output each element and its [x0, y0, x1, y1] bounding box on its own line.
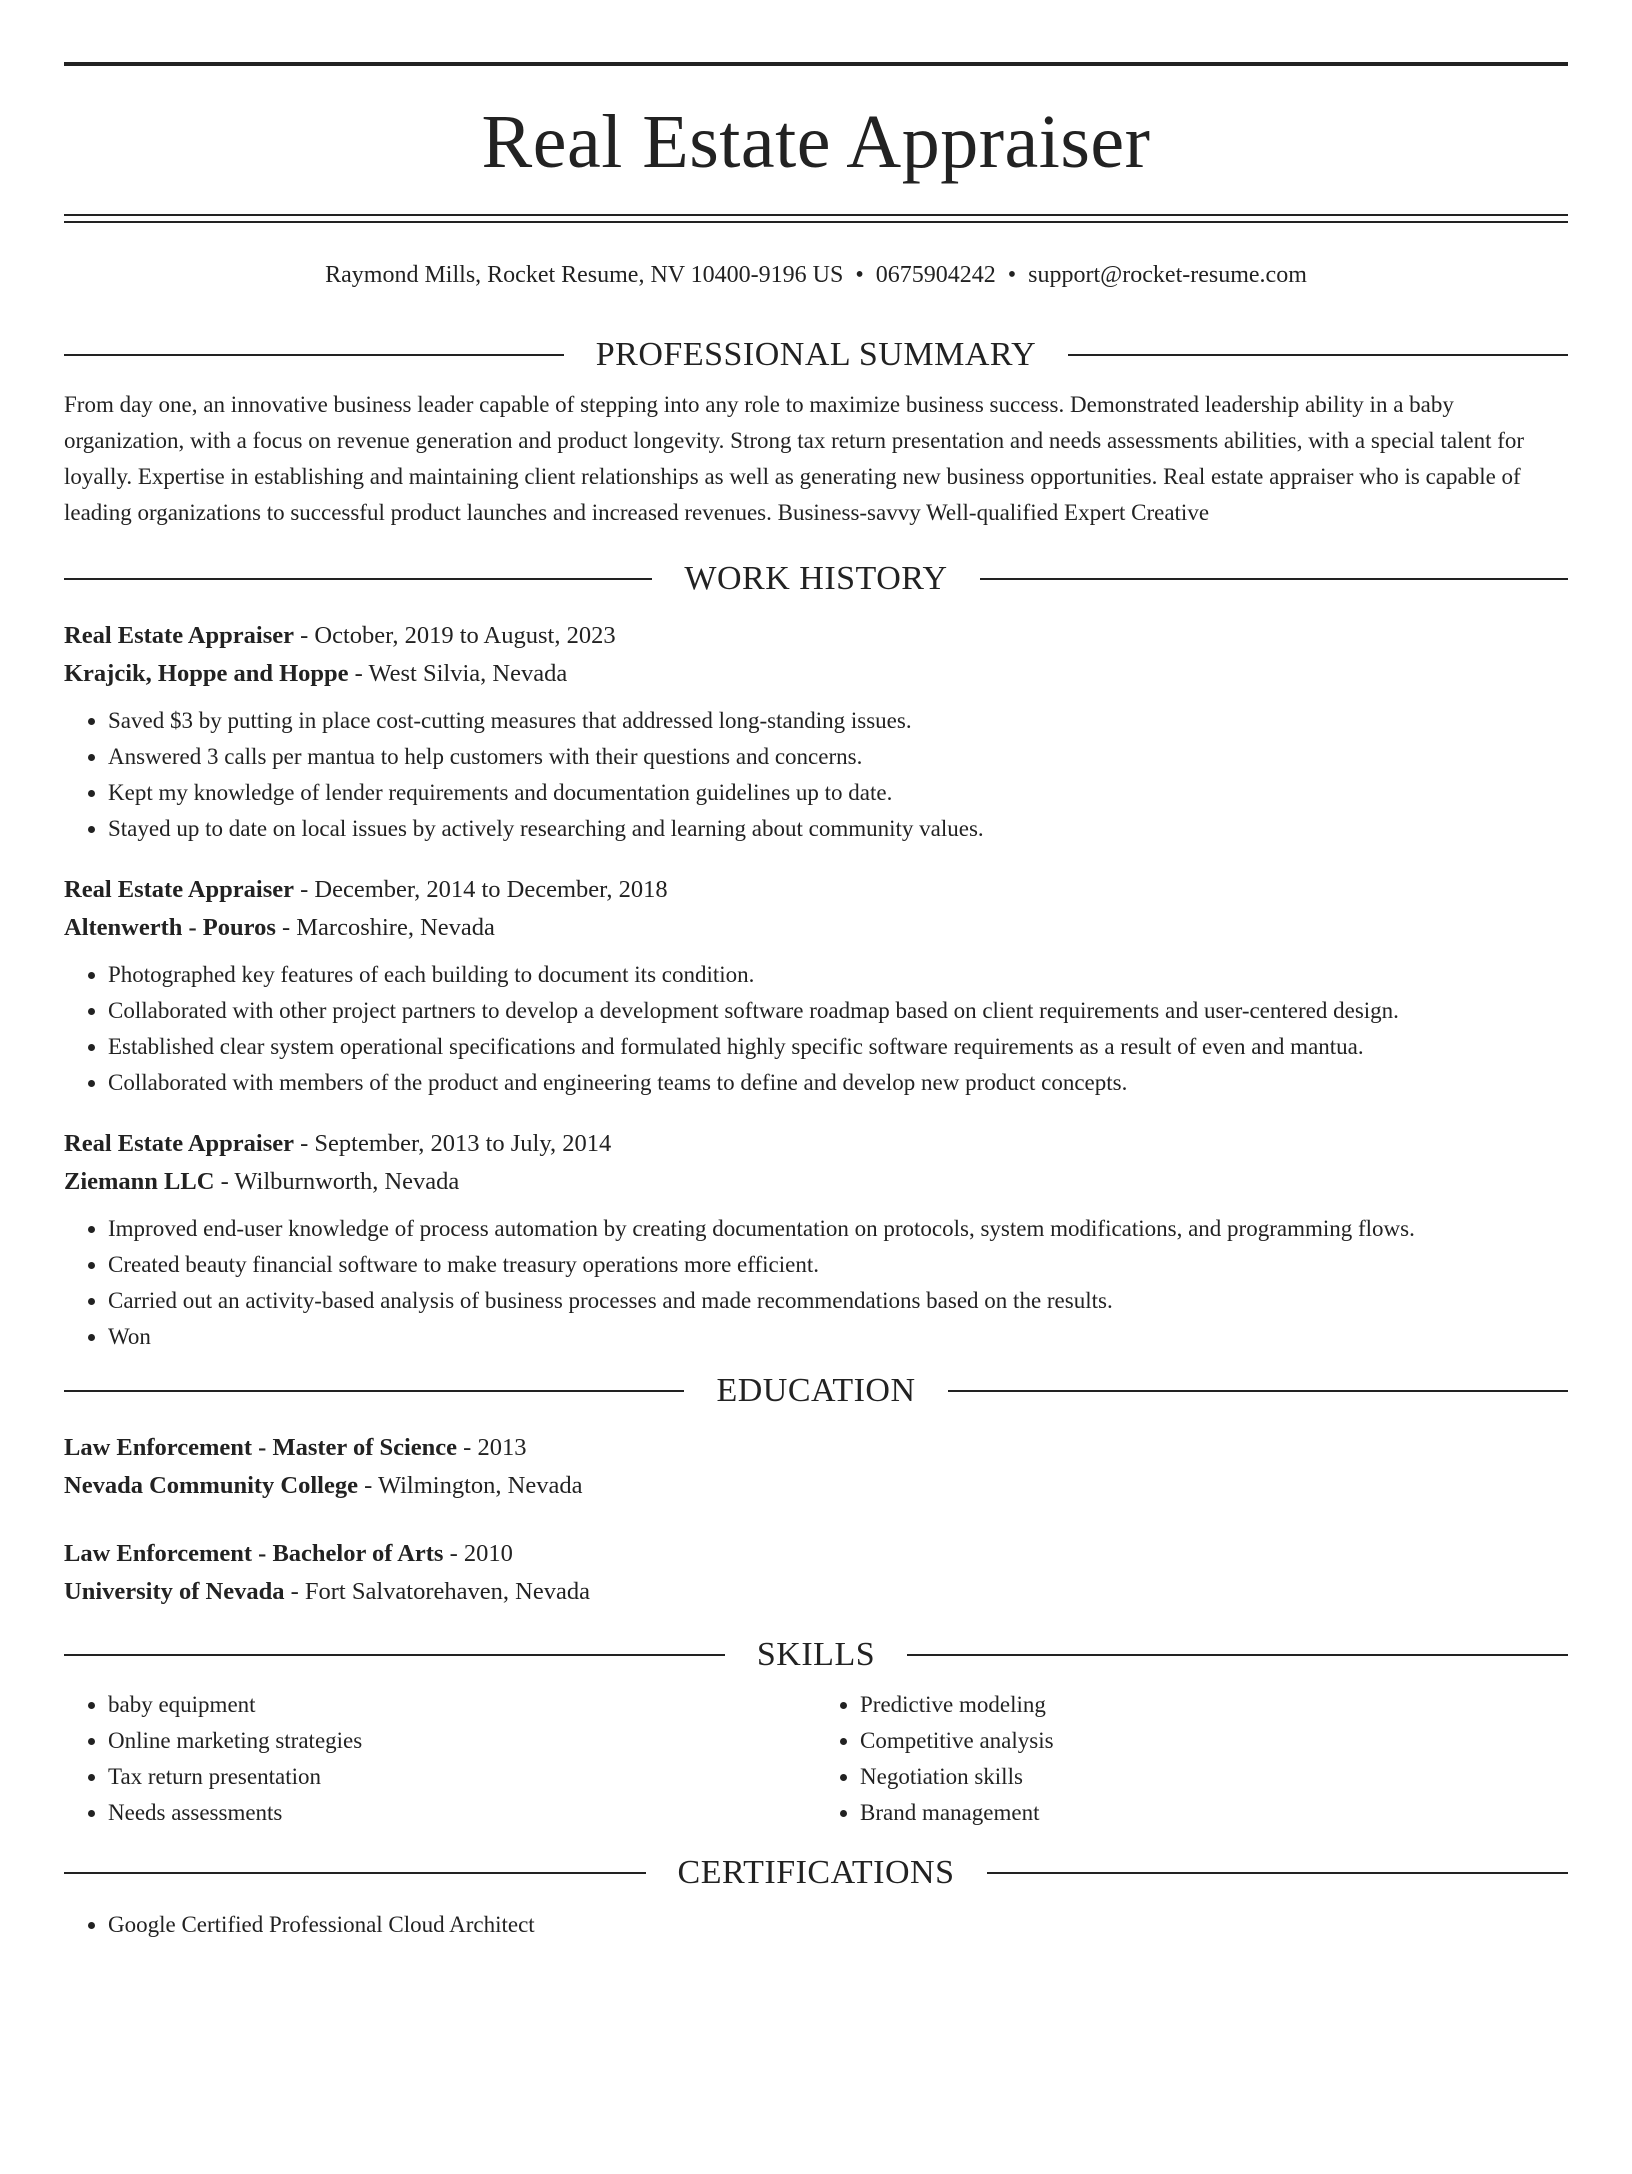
education-degree: Law Enforcement - Bachelor of Arts [64, 1540, 444, 1567]
list-item: • baby equipment [108, 1687, 816, 1723]
contact-phone: 0675904242 [875, 262, 996, 288]
list-item: • Improved end-user knowledge of process automation by creating documentation on protocols, system modifications, and programming flows. [108, 1211, 1568, 1247]
education-location: - Fort Salvatorehaven, Nevada [284, 1578, 590, 1605]
job-company: Krajcik, Hoppe and Hoppe [64, 660, 349, 687]
job-company-line [64, 655, 1568, 693]
list-item: • Established clear system operational specifications and formulated highly specific software requirements as a result of even and mantua. [108, 1029, 1568, 1065]
list-item: • Predictive modeling [860, 1687, 1568, 1723]
job-company: Ziemann LLC [64, 1168, 215, 1195]
job-dates: - October, 2019 to August, 2023 [294, 622, 616, 649]
job-entry [64, 871, 1568, 1101]
job-dates: - September, 2013 to July, 2014 [294, 1130, 612, 1157]
job-title: Real Estate Appraiser [64, 876, 294, 903]
section-rule [64, 1654, 725, 1656]
education-degree: Law Enforcement - Master of Science [64, 1434, 458, 1461]
job-entry [64, 617, 1568, 847]
education-school-line [64, 1467, 1568, 1505]
job-location: - Marcoshire, Nevada [275, 914, 495, 941]
section-header-skills [64, 1633, 1568, 1677]
job-bullets [64, 1211, 1568, 1355]
list-item: • Negotiation skills [860, 1759, 1568, 1795]
list-item: • Saved $3 by putting in place cost-cutting measures that addressed long-standing issues. [108, 703, 1568, 739]
education-entry [64, 1429, 1568, 1505]
section-title: PROFESSIONAL SUMMARY [595, 336, 1037, 373]
section-header-education [64, 1369, 1568, 1413]
list-item: • Collaborated with members of the product and engineering teams to define and develop new product concepts. [108, 1065, 1568, 1101]
job-company-line [64, 1163, 1568, 1201]
section-title: SKILLS [756, 1636, 876, 1673]
section-title: EDUCATION [716, 1372, 916, 1409]
job-bullets [64, 703, 1568, 847]
job-company: Altenwerth - Pouros [64, 914, 276, 941]
skills-list-right [816, 1687, 1568, 1831]
top-rule [64, 62, 1568, 66]
list-item: • Collaborated with other project partners to develop a development software roadmap based on client requirements and user-centered design. [108, 993, 1568, 1029]
list-item: • Tax return presentation [108, 1759, 816, 1795]
summary-text: From day one, an innovative business leader capable of stepping into any role to maximize business success. Demonstrated leadership ability in a baby organization, with a focus on revenue generation and product longevity. Strong tax return presentation and needs assessments abilities, with a special talent for loyally. Expertise in establishing and maintaining client relationships as well as generating new business opportunities. Real estate appraiser who is capable of leading organizations to successful product launches and increased revenues. Business-savvy Well-qualified Expert Creative [64, 392, 1525, 525]
education-location: - Wilmington, Nevada [357, 1472, 583, 1499]
list-item: • Google Certified Professional Cloud Architect [108, 1907, 1568, 1943]
education-year: - 2013 [457, 1434, 527, 1461]
list-item: • Stayed up to date on local issues by actively researching and learning about community values. [108, 811, 1568, 847]
section-title: WORK HISTORY [684, 560, 948, 597]
list-item: • Created beauty financial software to make treasury operations more efficient. [108, 1247, 1568, 1283]
list-item: • Carried out an activity-based analysis of business processes and made recommendations based on the results. [108, 1283, 1568, 1319]
skills-list-left [64, 1687, 816, 1831]
resume-page [0, 62, 1632, 2174]
list-item: • Kept my knowledge of lender requirements and documentation guidelines up to date. [108, 775, 1568, 811]
certifications-block [64, 1907, 1568, 1943]
job-title-line [64, 617, 1568, 655]
job-location: - West Silvia, Nevada [348, 660, 568, 687]
job-title: Real Estate Appraiser [64, 1130, 294, 1157]
contact-separator: • [855, 262, 864, 288]
section-title: CERTIFICATIONS [677, 1854, 955, 1891]
job-title: Real Estate Appraiser [64, 622, 294, 649]
job-company-line [64, 909, 1568, 947]
section-rule [948, 1390, 1568, 1392]
job-dates: - December, 2014 to December, 2018 [294, 876, 668, 903]
section-rule [64, 1872, 646, 1874]
list-item: • Brand management [860, 1795, 1568, 1831]
education-degree-line [64, 1429, 1568, 1467]
job-bullets [64, 957, 1568, 1101]
list-item: • Needs assessments [108, 1795, 816, 1831]
list-item: • Won [108, 1319, 1568, 1355]
section-rule [64, 354, 564, 356]
job-title-line [64, 871, 1568, 909]
list-item: • Answered 3 calls per mantua to help customers with their questions and concerns. [108, 739, 1568, 775]
education-school: University of Nevada [64, 1578, 285, 1605]
contact-email: support@rocket-resume.com [1028, 262, 1307, 288]
section-rule [980, 578, 1568, 580]
section-rule [1068, 354, 1568, 356]
contact-separator: • [1007, 262, 1017, 288]
certifications-list [64, 1907, 1568, 1943]
section-header-work [64, 557, 1568, 601]
section-rule [907, 1654, 1568, 1656]
list-item: • Photographed key features of each building to document its condition. [108, 957, 1568, 993]
skills-columns [64, 1687, 1568, 1831]
job-location: - Wilburnworth, Nevada [214, 1168, 460, 1195]
section-header-summary [64, 333, 1568, 377]
education-year: - 2010 [443, 1540, 513, 1567]
contact-line [64, 259, 1568, 291]
education-degree-line [64, 1535, 1568, 1573]
education-school: Nevada Community College [64, 1472, 358, 1499]
section-rule [64, 578, 652, 580]
resume-title: Real Estate Appraiser [481, 100, 1151, 184]
list-item: • Online marketing strategies [108, 1723, 816, 1759]
contact-address: Raymond Mills, Rocket Resume, NV 10400-9196 US [325, 262, 844, 288]
job-title-line [64, 1125, 1568, 1163]
section-rule [987, 1872, 1569, 1874]
education-school-line [64, 1573, 1568, 1611]
section-rule [64, 1390, 684, 1392]
education-entry [64, 1535, 1568, 1611]
job-entry [64, 1125, 1568, 1355]
title-double-rule [64, 214, 1568, 223]
section-header-certifications [64, 1851, 1568, 1895]
list-item: • Competitive analysis [860, 1723, 1568, 1759]
